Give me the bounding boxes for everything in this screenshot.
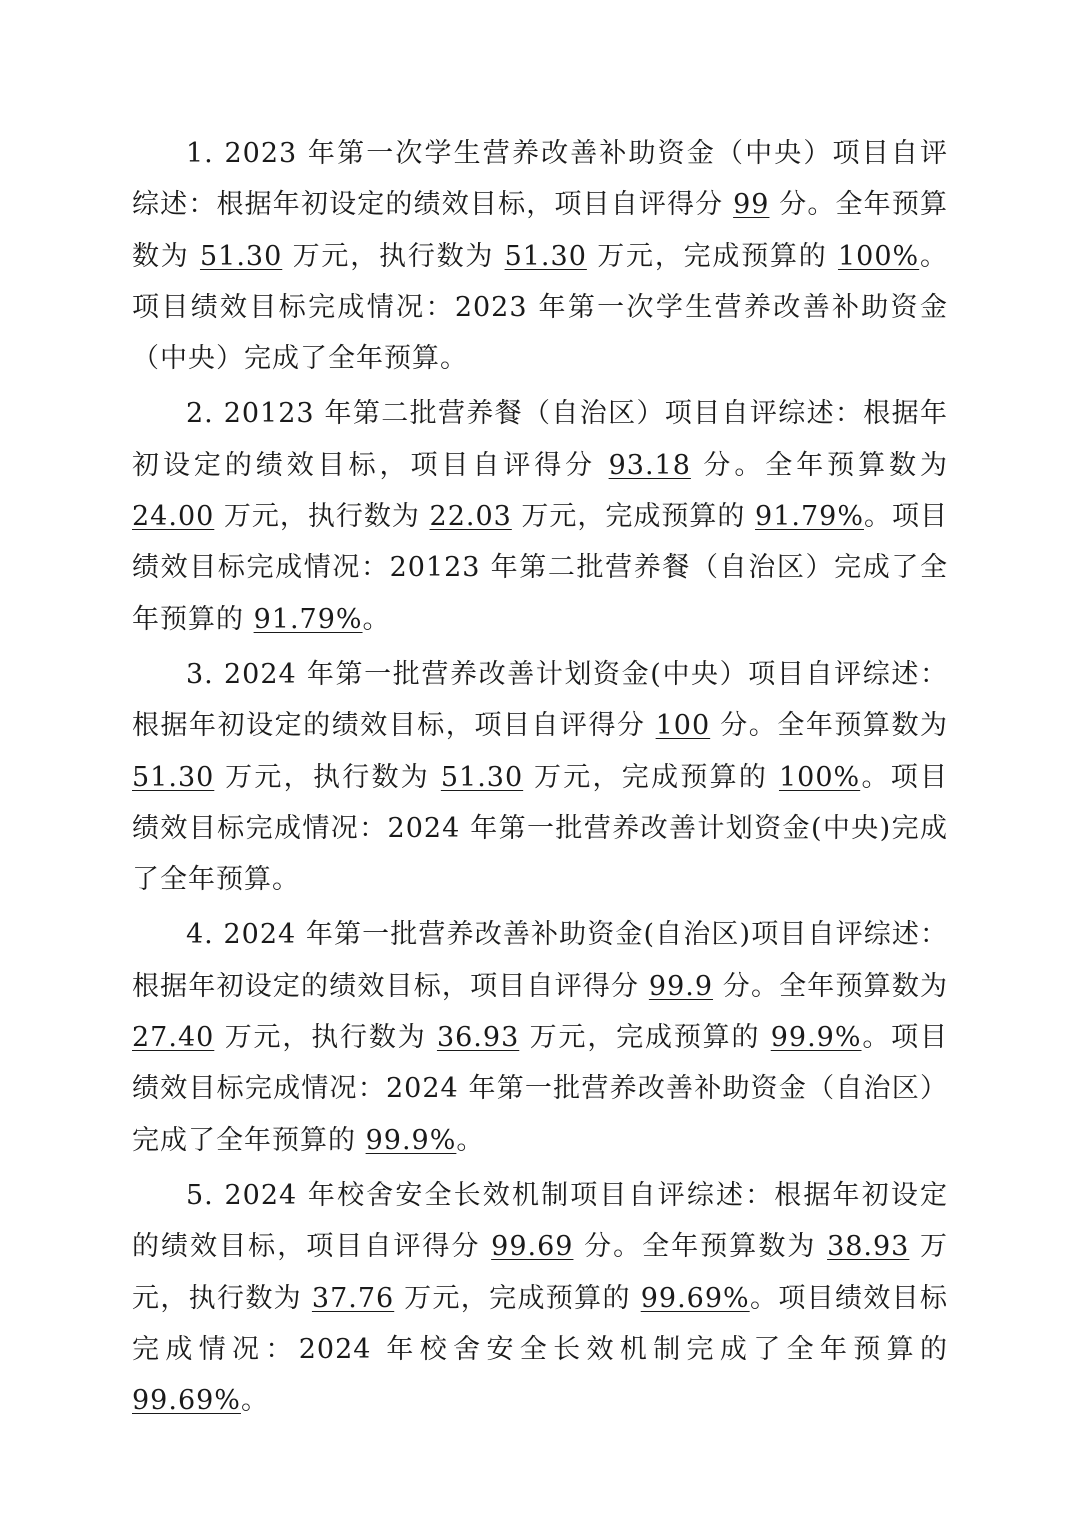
completion-rate: 100% [778,761,861,793]
completion-rate: 91.79% [755,501,864,533]
item-number: 1. 2023 [186,138,298,169]
completion-rate: 100% [837,240,920,272]
paragraph-text: 。项目绩效目标完成情况：2024 年第一批营养改善补助资金（自治区）完成了全年预算的 [132,1022,949,1156]
project-paragraph-4 [132,909,948,1165]
annual-budget: 38.93 [827,1231,910,1263]
self-score: 93.18 [608,449,691,481]
paragraph-text: 。 [362,603,391,635]
executed-amount: 51.30 [504,240,587,272]
self-score: 100 [655,710,711,742]
paragraph-text: 万元，完成预算的 [523,761,779,793]
paragraph-text: 。 [240,1385,269,1417]
paragraph-text: 。项目绩效目标完成情况：2024 年第一批营养改善计划资金(中央)完成了全年预算。 [132,761,948,896]
paragraph-text: 万元，执行数为 [132,1231,948,1314]
annual-budget: 24.00 [132,501,215,533]
self-score: 99.69 [491,1231,574,1263]
project-paragraph-1 [132,128,948,384]
paragraph-text: 分。全年预算数为 [132,189,948,272]
completion-rate: 99.69% [640,1282,750,1314]
paragraph-text: 万元，完成预算的 [394,1282,641,1314]
paragraph-text: 万元，执行数为 [214,761,441,793]
executed-amount: 22.03 [429,501,512,533]
paragraph-text: 分。全年预算数为 [573,1231,828,1263]
paragraph-text: 年第二批营养餐（自治区）项目自评综述：根据年初设定的绩效目标，项目自评得分 [132,398,948,481]
self-score: 99 [733,189,770,221]
item-number: 4. 2024 [186,919,297,951]
paragraph-text: 分。全年预算数为 [710,710,948,742]
project-paragraph-5 [132,1170,948,1426]
executed-amount: 51.30 [440,761,524,793]
executed-amount: 37.76 [311,1282,395,1314]
paragraph-text: 分。全年预算数为 [690,449,948,481]
paragraph-text: 。项目绩效目标完成情况：2024 年校舍安全长效机制完成了全年预算的 [132,1282,949,1365]
paragraph-text: 万元，完成预算的 [519,1022,771,1054]
paragraph-text: 分。全年预算数为 [713,970,948,1002]
annual-budget: 27.40 [132,1022,215,1054]
annual-budget: 51.30 [132,761,215,793]
completion-rate-summary: 91.79% [253,603,363,635]
item-number: 2. 20123 [186,398,315,430]
item-number: 5. 2024 [186,1179,298,1211]
self-score: 99.9 [648,970,714,1002]
paragraph-text: 年校舍安全长效机制项目自评综述：根据年初设定的绩效目标，项目自评得分 [132,1179,948,1263]
paragraph-text: 年第一次学生营养改善补助资金（中央）项目自评综述：根据年初设定的绩效目标，项目自评得分 [132,138,948,221]
paragraph-text: 万元，执行数为 [214,501,430,533]
annual-budget: 51.30 [199,240,283,272]
project-paragraph-3 [132,649,948,905]
paragraph-text: 年第一批营养改善计划资金(中央）项目自评综述：根据年初设定的绩效目标，项目自评得分 [132,658,948,742]
paragraph-text: 年第一批营养改善补助资金(自治区)项目自评综述：根据年初设定的绩效目标，项目自评得分 [132,919,948,1002]
paragraph-text: 万元，完成预算的 [586,240,838,272]
project-paragraph-2 [132,388,948,644]
paragraph-text: 万元，执行数为 [282,240,505,272]
executed-amount: 36.93 [436,1022,520,1054]
completion-rate-summary: 99.9% [365,1124,457,1156]
completion-rate: 99.9% [770,1022,862,1054]
paragraph-text: 万元，执行数为 [214,1022,437,1054]
paragraph-text: 。 [456,1124,485,1156]
item-number: 3. 2024 [186,658,297,690]
completion-rate-summary: 99.69% [132,1385,241,1417]
paragraph-text: 。项目绩效目标完成情况：20123 年第二批营养餐（自治区）完成了全年预算的 [132,501,948,635]
paragraph-text: 万元，完成预算的 [511,501,756,533]
paragraph-text: 。项目绩效目标完成情况：2023 年第一次学生营养改善补助资金（中央）完成了全年预算。 [132,240,948,375]
